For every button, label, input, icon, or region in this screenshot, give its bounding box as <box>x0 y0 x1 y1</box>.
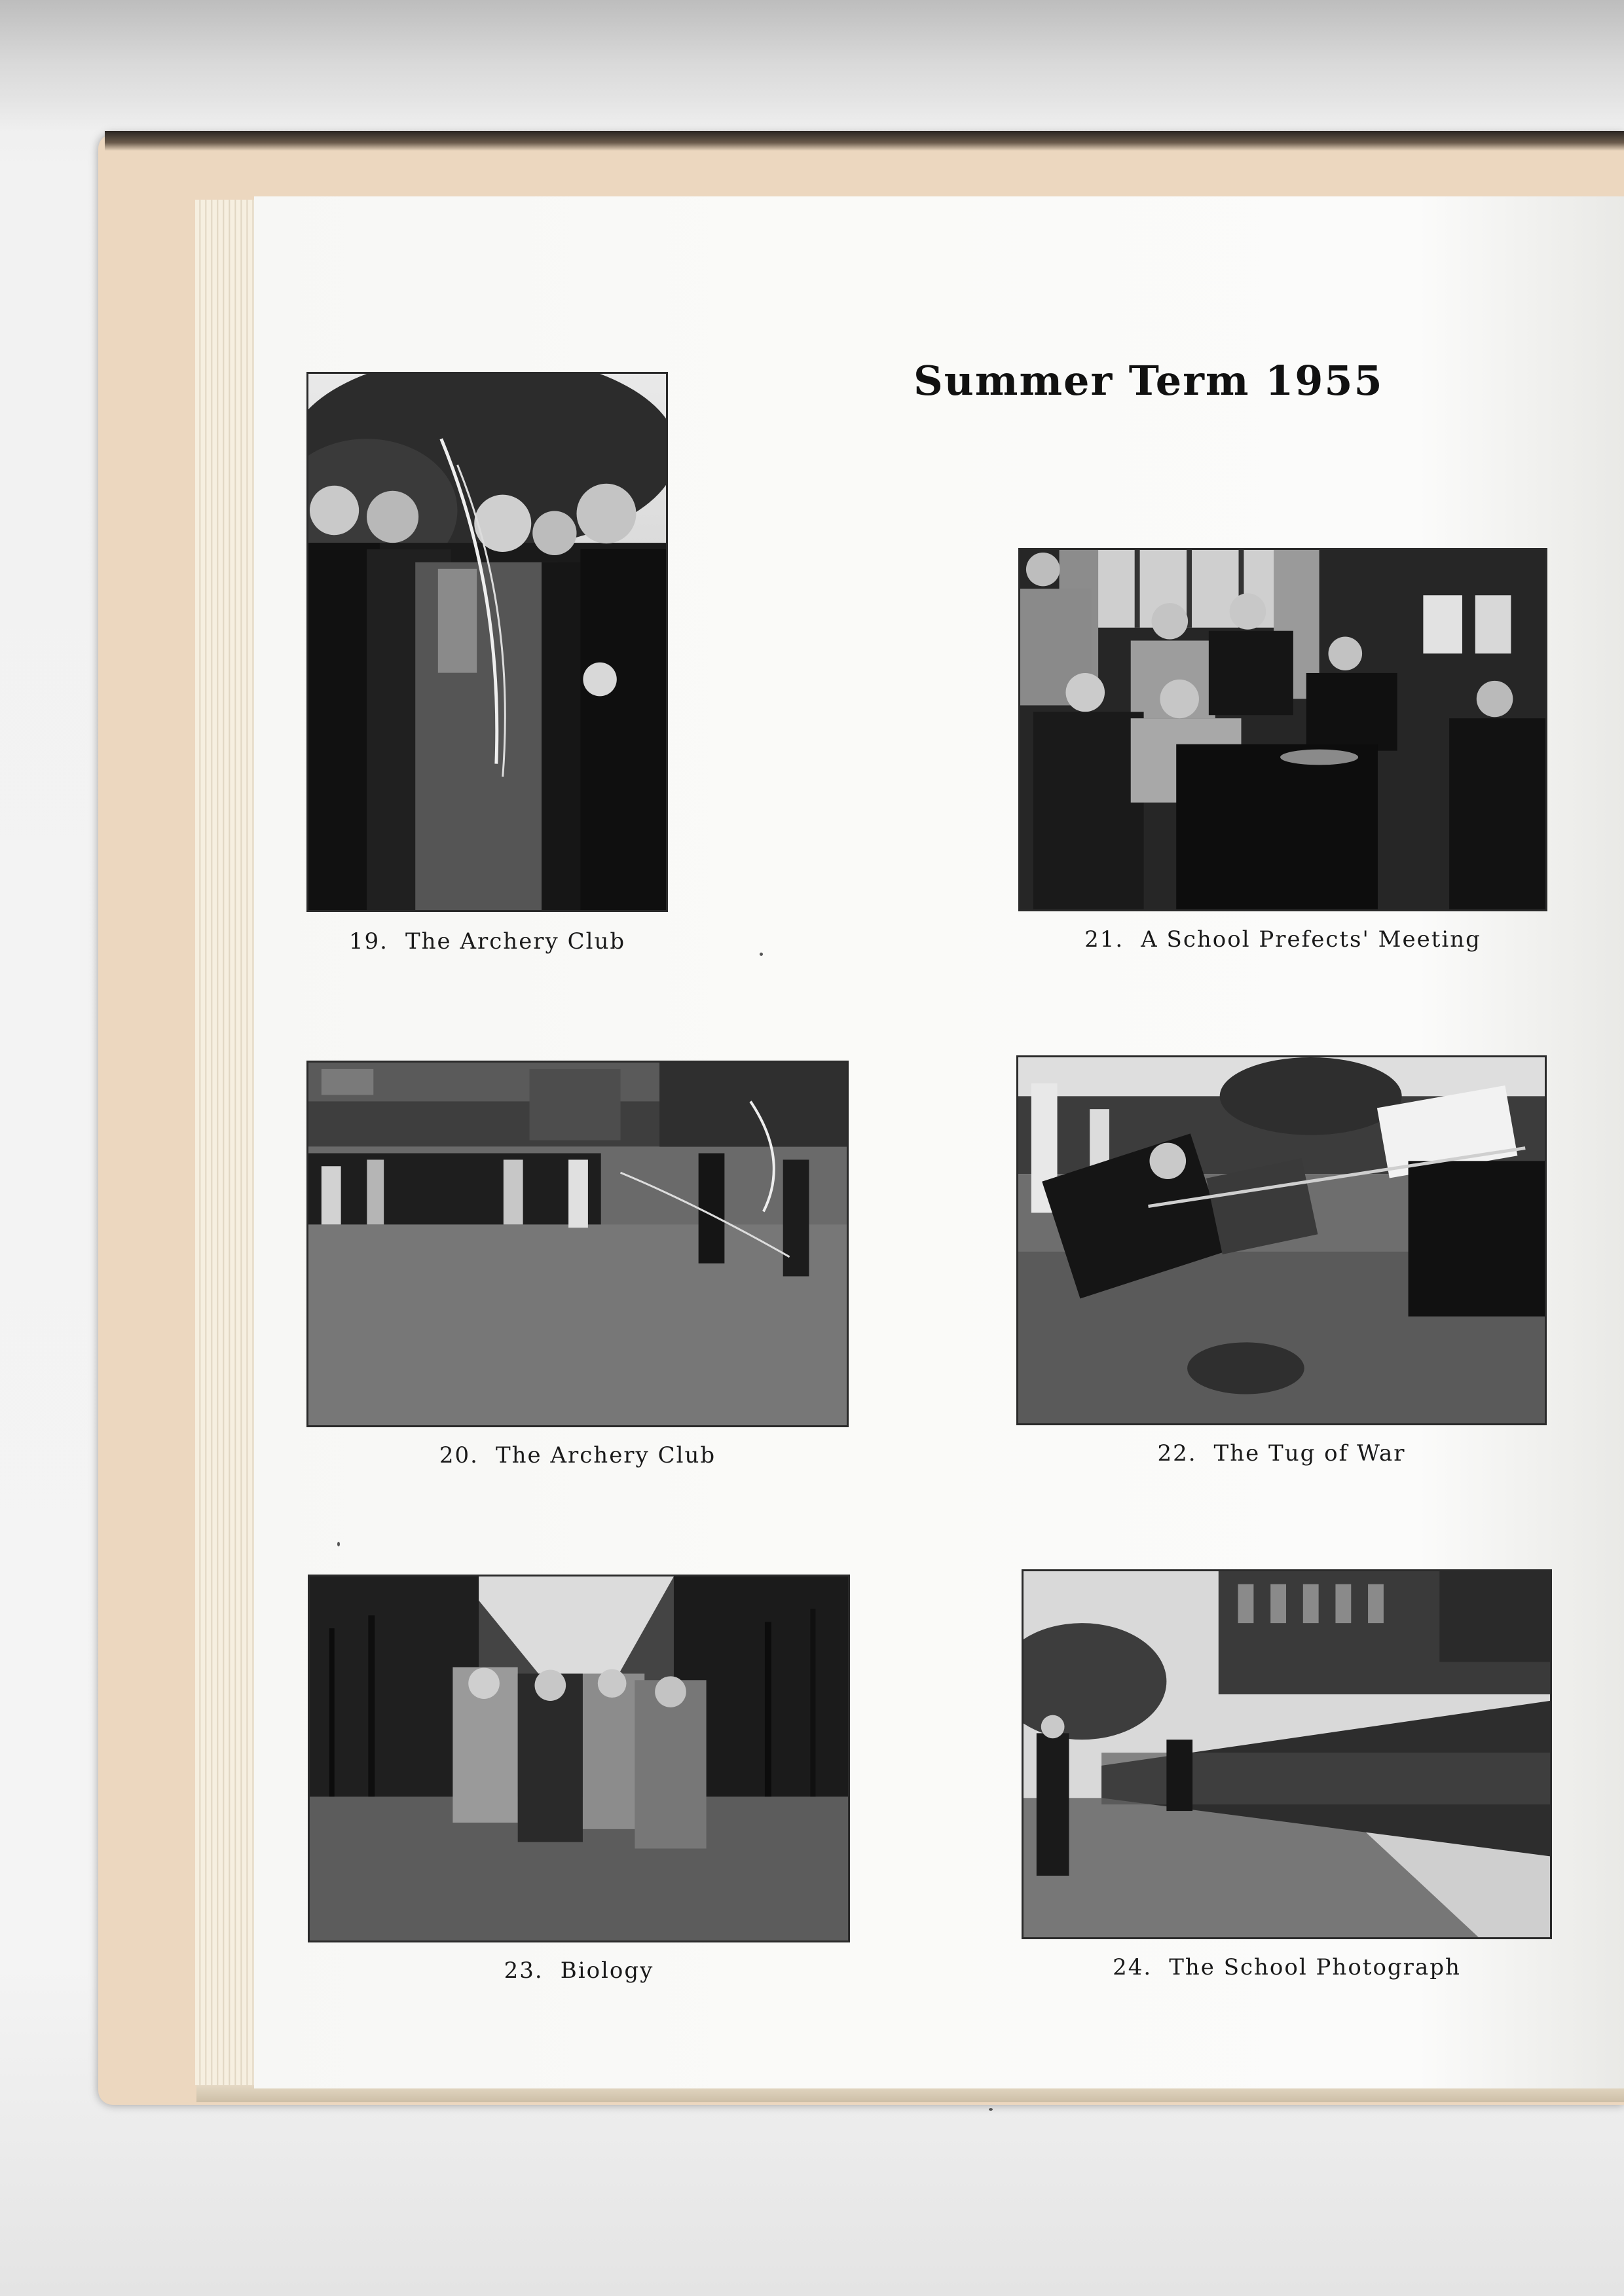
caption-number: 19. <box>348 928 388 955</box>
tug-of-war-image <box>1018 1057 1545 1423</box>
caption-text: The Archery Club <box>405 928 626 955</box>
caption-text: A School Prefects' Meeting <box>1141 926 1481 953</box>
caption-20 <box>306 1442 849 1468</box>
caption-text: The Archery Club <box>495 1442 716 1468</box>
prefects-meeting-image <box>1020 550 1545 909</box>
photo-biology <box>308 1575 850 1942</box>
archery-field-image <box>308 1063 847 1425</box>
caption-number: 20. <box>439 1442 479 1468</box>
biology-image <box>310 1576 848 1941</box>
caption-text: The Tug of War <box>1213 1440 1406 1467</box>
caption-22 <box>1016 1440 1547 1467</box>
caption-19 <box>306 928 668 955</box>
photo-prefects-meeting <box>1018 548 1547 911</box>
page-heading: Summer Term 1955 <box>913 357 1384 405</box>
photo-archery-portrait <box>306 372 668 912</box>
photo-archery-field <box>306 1061 849 1427</box>
dust-speck <box>760 953 763 956</box>
caption-number: 24. <box>1113 1954 1153 1980</box>
photo-school-photograph <box>1022 1569 1552 1939</box>
caption-21 <box>1018 926 1547 953</box>
scan-shadow <box>0 0 1624 131</box>
dust-speck <box>337 1542 340 1546</box>
page-stack-edge <box>195 200 254 2085</box>
caption-number: 22. <box>1157 1440 1197 1467</box>
cover-top-edge <box>105 131 1624 151</box>
caption-text: The School Photograph <box>1169 1954 1461 1980</box>
dust-speck <box>989 2108 993 2111</box>
archery-portrait-image <box>308 374 666 910</box>
caption-number: 21. <box>1084 926 1124 953</box>
caption-24 <box>1022 1954 1552 1980</box>
photo-tug-of-war <box>1016 1055 1547 1425</box>
caption-text: Biology <box>560 1958 654 1984</box>
caption-23 <box>308 1958 850 1984</box>
school-photograph-image <box>1024 1571 1550 1937</box>
caption-number: 23. <box>504 1958 544 1984</box>
